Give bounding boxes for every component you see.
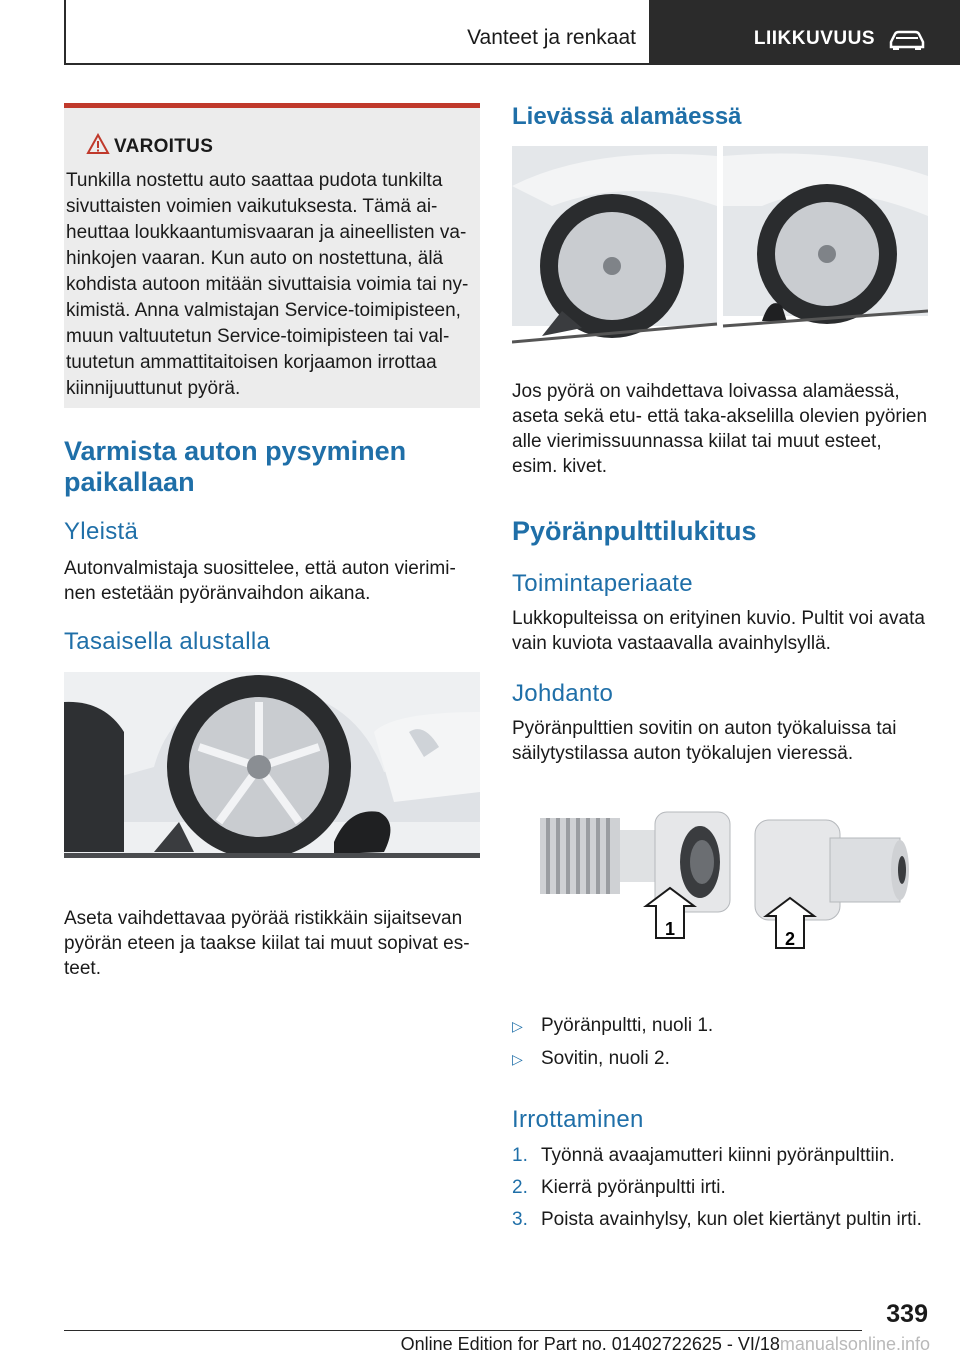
car-icon <box>887 27 927 51</box>
edition-text: Online Edition for Part no. 01402722625 - VI/18 <box>400 1334 780 1354</box>
step-number: 2. <box>512 1177 528 1198</box>
remove-heading: Irrottaminen <box>512 1106 644 1133</box>
list-item <box>512 1013 713 1039</box>
step-number: 3. <box>512 1209 528 1230</box>
lock-heading: Pyöränpulttilukitus <box>512 516 757 546</box>
principle-heading: Toimintaperiaate <box>512 570 693 597</box>
chapter-label: LIIKKUVUUS <box>753 28 875 49</box>
intro-heading: Johdanto <box>512 680 614 707</box>
bolt-adapter-image <box>530 800 920 980</box>
warning-triangle-icon <box>86 133 110 155</box>
arrow-label-2: 2 <box>784 929 796 949</box>
header-rule-left <box>64 0 66 64</box>
bullet-text: Sovitin, nuoli 2. <box>541 1048 670 1069</box>
list-item <box>512 1175 726 1200</box>
chapter-tab <box>649 0 960 65</box>
slope-image <box>512 146 928 344</box>
triangle-bullet-icon: ▷ <box>512 1018 523 1034</box>
slope-heading: Lievässä alamäessä <box>512 103 742 130</box>
section-heading-secure-car: Varmista auton pysyminen paikallaan <box>64 436 407 497</box>
wheel-bolt-drawing <box>540 812 730 912</box>
slope-text: Jos pyörä on vaihdettava loivassa alamäessä, aseta sekä etu- että taka-akselilla olevien pyörien alle vierimissuunnassa kiilat tai muut esteet, esim. kivet. <box>512 381 928 477</box>
intro-text: Pyöränpulttien sovitin on auton työkaluissa tai säilytystilassa auton työkalujen vieressä. <box>512 718 897 764</box>
list-item <box>512 1207 922 1232</box>
flat-ground-image <box>64 672 480 858</box>
bullet-text: Pyöränpultti, nuoli 1. <box>541 1015 714 1036</box>
arrow-label-1: 1 <box>664 919 676 939</box>
page-number: 339 <box>886 1300 928 1328</box>
warning-box <box>64 103 480 408</box>
general-heading: Yleistä <box>64 518 139 545</box>
flat-ground-heading: Tasaisella alustalla <box>64 628 271 655</box>
list-item <box>512 1046 670 1072</box>
flat-ground-text: Aseta vaihdettavaa pyörää ristikkäin sijaitsevan pyörän eteen ja taakse kiilat tai muut sopivat esteet. <box>64 908 470 979</box>
triangle-bullet-icon: ▷ <box>512 1051 523 1067</box>
warning-title: VAROITUS <box>114 136 214 157</box>
step-number: 1. <box>512 1145 528 1166</box>
principle-text: Lukkopulteissa on erityinen kuvio. Pultit voi avata vain kuviota vastaavalla avainhylsyllä. <box>512 608 925 654</box>
footer-edition <box>270 1334 930 1355</box>
step-text: Kierrä pyöränpultti irti. <box>541 1177 726 1198</box>
watermark-text: manualsonline.info <box>779 1334 930 1354</box>
header-rule-bottom <box>64 63 649 65</box>
list-item <box>512 1143 895 1168</box>
step-text: Poista avainhylsy, kun olet kiertänyt pultin irti. <box>541 1209 922 1230</box>
general-text: Autonvalmistaja suosittelee, että auton vieriminen estetään pyöränvaihdon aikana. <box>64 558 456 604</box>
footer-rule <box>64 1330 862 1331</box>
section-title: Vanteet ja renkaat <box>467 26 636 49</box>
adapter-drawing <box>755 820 909 920</box>
warning-text: Tunkilla nostettu auto saattaa pudota tunkilta sivuttaisten voimien vaikutuksesta. Tämä aiheuttaa loukkaantumisvaaran ja aineellisten vahinkojen vaaran. Kun auto on nostettuna, älä kohdista autoon mitään sivuttaisia voimia tai nykimistä. Anna valmistajan Service-toimipisteen, muun valtuutetun Service-toimipisteen tai valtuutetun ammattitaitoisen korjaamon irrottaa kiinnijuuttunut pyörä. <box>66 170 469 399</box>
step-text: Työnnä avaajamutteri kiinni pyöränpulttiin. <box>541 1145 895 1166</box>
